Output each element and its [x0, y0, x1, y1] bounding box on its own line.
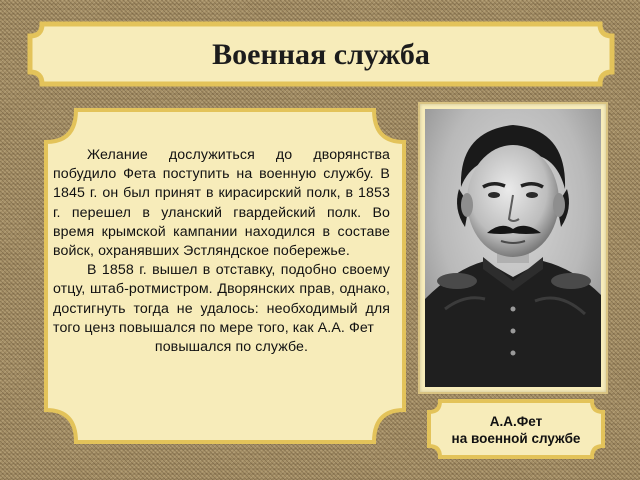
- portrait-photo: [425, 109, 601, 387]
- caption-name: А.А.Фет: [489, 414, 543, 429]
- page-title: Военная служба: [212, 38, 430, 71]
- title-banner: [30, 18, 612, 90]
- paragraph-2: В 1858 г. вышел в отставку, подобно своему отцу, штаб-ротмистром. Дворянских прав, однако, достигнуть тогда не удалось: необходимый для того ценз повышался по мере того, как А.А. Фет: [53, 262, 390, 336]
- text-panel: [42, 106, 408, 446]
- paragraph-1: Желание дослужиться до дворянства побудило Фета поступить на военную службу. В 1845 г. он был принят в кирасирский полк, в 1853 г. перешел в уланский гвардейский полк. Во время крымской кампании находился в составе войск, охранявших Эстляндское побережье.: [53, 147, 390, 260]
- portrait-caption: [426, 398, 606, 460]
- caption-subtitle: на военной службе: [451, 431, 581, 446]
- body-text: [53, 146, 390, 357]
- paragraph-2-tail: повышался по службе.: [154, 339, 309, 356]
- portrait-frame: [420, 104, 606, 392]
